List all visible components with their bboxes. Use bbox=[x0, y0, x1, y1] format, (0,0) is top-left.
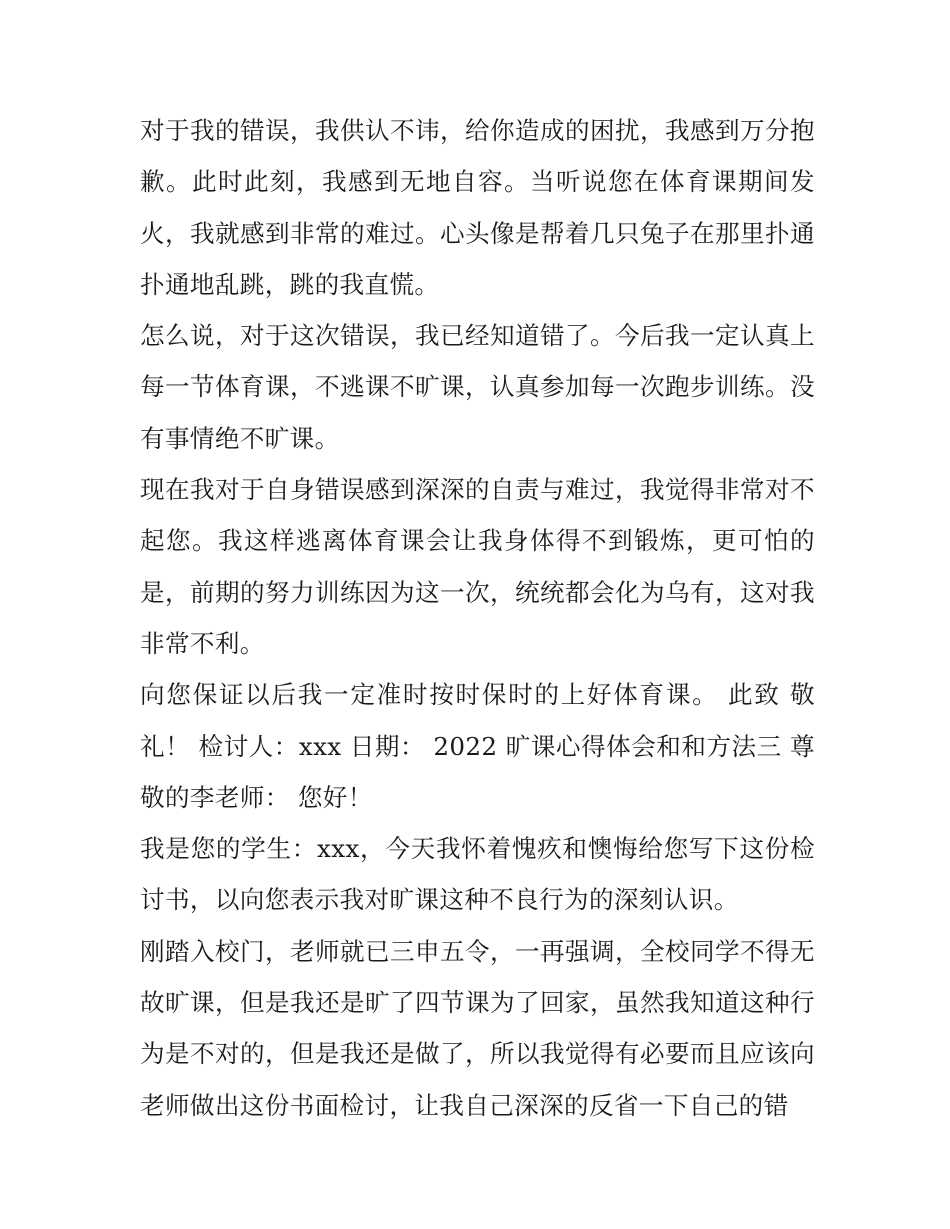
paragraph-3: 现在我对于自身错误感到深深的自责与难过，我觉得非常对不起您。我这样逃离体育课会让我身体得不到锻炼，更可怕的是，前期的努力训练因为这一次，统统都会化为乌有，这对我非常不利。 bbox=[140, 475, 815, 658]
paragraph-1: 对于我的错误，我供认不讳，给你造成的困扰，我感到万分抱歉。此时此刻，我感到无地自容。当听说您在体育课期间发火，我就感到非常的难过。心头像是帮着几只兔子在那里扑通扑通地乱跳，跳的我直慌。 bbox=[140, 116, 815, 299]
paragraph-2: 怎么说，对于这次错误，我已经知道错了。今后我一定认真上每一节体育课，不逃课不旷课，认真参加每一次跑步训练。没有事情绝不旷课。 bbox=[140, 321, 815, 453]
document-body bbox=[140, 105, 815, 1131]
paragraph-6: 刚踏入校门，老师就已三申五令，一再强调，全校同学不得无故旷课，但是我还是旷了四节课为了回家，虽然我知道这种行为是不对的，但是我还是做了，所以我觉得有必要而且应该向老师做出这份书面检讨，让我自己深深的反省一下自己的错 bbox=[140, 936, 815, 1120]
paragraph-4: 向您保证以后我一定准时按时保时的上好体育课。 此致 敬礼！ 检讨人：xxx 日期： 2022 旷课心得体会和和方法三 尊敬的李老师： 您好！ bbox=[140, 680, 815, 812]
paragraph-5: 我是您的学生：xxx，今天我怀着愧疚和懊悔给您写下这份检讨书，以向您表示我对旷课这种不良行为的深刻认识。 bbox=[140, 834, 815, 915]
